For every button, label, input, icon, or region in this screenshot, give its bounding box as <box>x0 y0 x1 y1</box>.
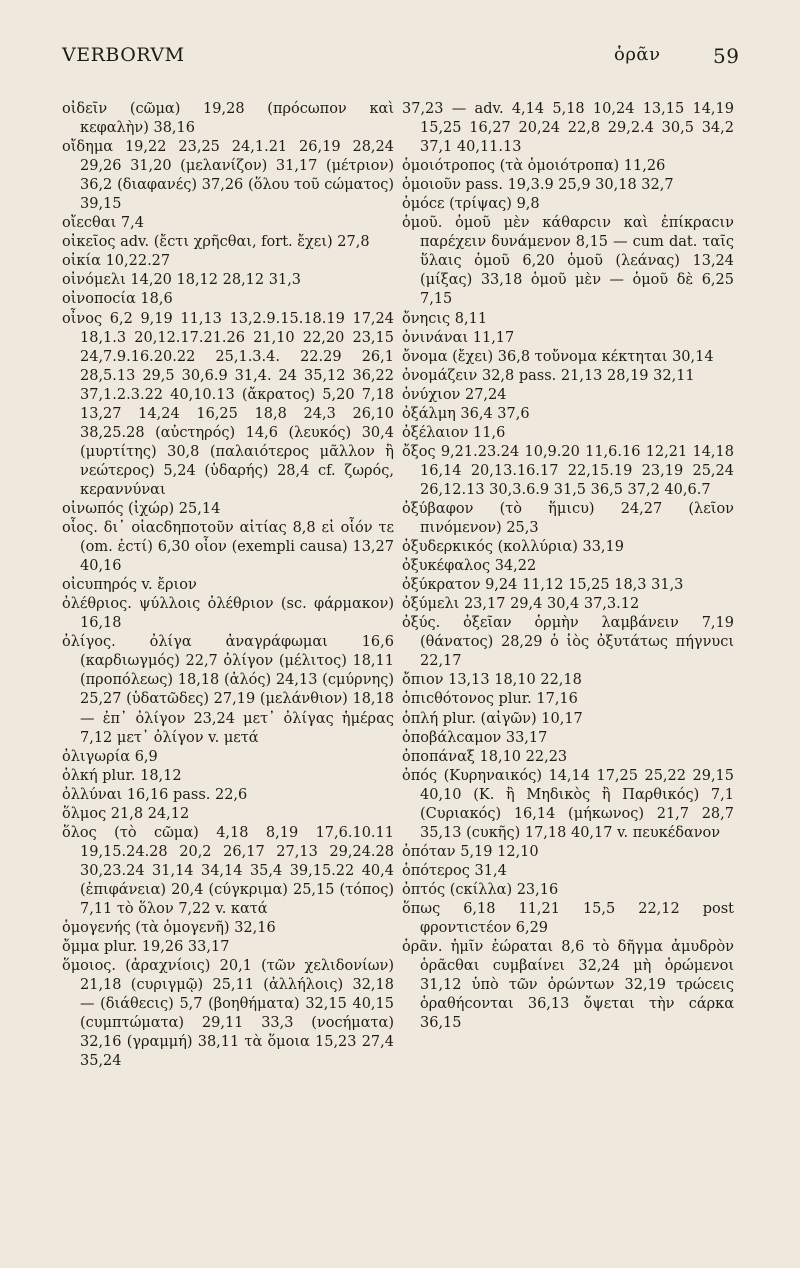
index-entry: ὀξυδερκικός (κολλύρια) 33,19 <box>402 539 624 556</box>
index-entry: οἰcυπηρός v. ἔριον <box>62 577 197 594</box>
index-entry: ὁμοιοῦν pass. 19,3.9 25,9 30,18 32,7 <box>402 177 674 194</box>
index-entry: ὀξύβαφον (τὸ ἥμιcυ) 24,27 (λεῖον πινόμενον) 25,3 <box>402 500 734 537</box>
index-entry: ὀνύχιον 27,24 <box>402 386 507 403</box>
index-entry: ὀπτός (cκίλλα) 23,16 <box>402 881 559 898</box>
index-entry: οἷος. δι᾿ οἱαcδηποτοῦν αἰτίας 8,8 εἰ οἷόν τε (om. ἐcτί) 6,30 οἷον (exempli causa) 13,27 40,16 <box>62 520 394 575</box>
index-entry: ὀποβάλcαμον 33,17 <box>402 729 548 746</box>
index-entry: ὁμοῦ. ὁμοῦ μὲν κάθαρcιν καὶ ἐπίκραcιν παρέχειν δυνάμενον 8,15 — cum dat. ταῖς ὕλαις ὁμοῦ 6,20 ὁμοῦ (λεάνας) 13,24 (μίξας) 33,18 ὁμοῦ μὲν — ὁμοῦ δὲ 6,25 7,15 <box>402 215 734 308</box>
index-entry: ὀξύς. ὀξεῖαν ὁρμὴν λαμβάνειν 7,19 (θάνατος) 28,29 ὁ ἰὸς ὀξυτάτως πήγνυcι 22,17 <box>402 615 734 670</box>
index-entry: ὄπιον 13,13 18,10 22,18 <box>402 672 582 689</box>
index-entry: ὀπός (Κυρηναικός) 14,14 17,25 25,22 29,15 40,10 (Κ. ἢ Μηδικὸς ἢ Παρθικός) 7,1 (Cυριακός) 16,14 (μήκωνος) 21,7 28,7 35,13 (cυκῆς) 17,18 40,17 v. πευκέδανον <box>402 767 734 841</box>
index-entry: ὀξύμελι 23,17 29,4 30,4 37,3.12 <box>402 596 640 613</box>
index-entry: ὄξος 9,21.23.24 10,9.20 11,6.16 12,21 14,18 16,14 20,13.16.17 22,15.19 23,19 25,24 26,12.13 30,3.6.9 31,5 36,5 37,2 40,6.7 <box>402 443 734 498</box>
index-entry: οἴδημα 19,22 23,25 24,1.21 26,19 28,24 29,26 31,20 (μελανίζον) 31,17 (μέτριον) 36,2 (διαφανές) 37,26 (ὅλου τοῦ cώματος) 39,15 <box>62 139 394 213</box>
index-entry: ὅλμος 21,8 24,12 <box>62 805 190 822</box>
index-entry: ὅλος (τὸ cῶμα) 4,18 8,19 17,6.10.11 19,15.24.28 20,2 26,17 27,13 29,24.28 30,23.24 31,14 34,14 35,4 39,15.22 40,4 (ἐπιφάνεια) 20,4 (cύγκριμα) 25,15 (τόπος) 7,11 τὸ ὅλον 7,22 v. κατά <box>62 824 394 917</box>
index-entry: οἰκεῖος adv. (ἔcτι χρῆcθαι, fort. ἔχει) 27,8 <box>62 234 370 251</box>
index-entry: ὀνομάζειν 32,8 pass. 21,13 28,19 32,11 <box>402 367 695 384</box>
index-entry: οἰνοποcία 18,6 <box>62 291 173 308</box>
index-entry: ὀξυκέφαλος 34,22 <box>402 558 537 575</box>
index-entry: ὁπότερος 31,4 <box>402 862 507 879</box>
index-entry: οἶνος 6,2 9,19 11,13 13,2.9.15.18.19 17,24 18,1.3 20,12.17.21.26 21,10 22,20 23,15 24,7.9.16.20.22 25,1.3.4. 22.29 26,1 28,5.13 29,5 30,6.9 31,4. 24 35,12 36,22 37,1.2.3.22 40,10.13 (ἄκρατος) 5,20 7,18 13,27 14,24 16,25 18,8 24,3 26,10 38,25.28 (αὐcτηρός) 14,6 (λευκός) 30,4 (μυρτίτης) 30,8 (παλαιότερος μᾶλλον ἢ νεώτερος) 5,24 (ὑδαρής) 28,4 cf. ζωρός, κεραννύναι <box>62 310 394 498</box>
index-entry: ὄνηcις 8,11 <box>402 310 488 327</box>
index-entry: ὁπόταν 5,19 12,10 <box>402 843 539 860</box>
left-column <box>62 100 394 1071</box>
index-entry: ὁρᾶν. ἡμῖν ἑώραται 8,6 τὸ δῆγμα ἀμυδρὸν ὁρᾶcθαι cυμβαίνει 32,24 μὴ ὁρώμενοι 31,12 ὑπὸ τῶν ὁρώντων 32,19 τρώcεις ὁραθήcονται 36,13 ὄψεται τὴν cάρκα 36,15 <box>402 939 734 1032</box>
running-head-left: VERBORVM <box>62 44 185 66</box>
index-entry: ὀπιcθότονος plur. 17,16 <box>402 691 578 708</box>
running-head-center: ὁρᾶν <box>614 44 661 65</box>
index-entry: ὁλκή plur. 18,12 <box>62 767 182 784</box>
index-entry: ὀλίγος. ὀλίγα ἀναγράφωμαι 16,6 (καρδιωγμός) 22,7 ὀλίγον (μέλιτος) 18,11 (προπόλεως) 18,18 (ἁλός) 24,13 (cμύρνης) 25,27 (ὑδατῶδες) 27,19 (μελάνθιον) 18,18 — ἐπ᾿ ὀλίγον 23,24 μετ᾿ ὀλίγας ἡμέρας 7,12 μετ᾿ ὀλίγον v. μετά <box>62 634 394 746</box>
index-entry: ὀλιγωρία 6,9 <box>62 748 158 765</box>
index-entry: οἴεcθαι 7,4 <box>62 215 144 232</box>
index-entry: ὁμοιότροπος (τὰ ὁμοιότροπα) 11,26 <box>402 158 666 175</box>
right-column <box>402 100 734 1033</box>
index-entry: ὅμοιος. (ἀραχνίοις) 20,1 (τῶν χελιδονίων) 21,18 (cυριγμῷ) 25,11 (ἀλλήλοις) 32,18 — (διάθεcις) 5,7 (βοηθήματα) 32,15 40,15 (cυμπτώματα) 29,11 33,3 (νοcήματα) 32,16 (γραμμή) 38,11 τὰ ὅμοια 15,23 27,4 35,24 <box>62 958 394 1070</box>
index-entry: ὀξάλμη 36,4 37,6 <box>402 405 530 422</box>
index-entry: οἰκία 10,22.27 <box>62 253 171 270</box>
index-entry: ὀποπάναξ 18,10 22,23 <box>402 748 568 765</box>
index-entry: ὁμόcε (τρίψας) 9,8 <box>402 196 540 213</box>
index-entry: 37,23 — adv. 4,14 5,18 10,24 13,15 14,19 15,25 16,27 20,24 22,8 29,2.4 30,5 34,2 37,1 40,11.13 <box>402 101 734 156</box>
index-entry: ὀνινάναι 11,17 <box>402 329 515 346</box>
index-entry: ὁμογενής (τὰ ὁμογενῆ) 32,16 <box>62 920 276 937</box>
index-entry: ὀλέθριος. ψύλλοις ὀλέθριον (sc. φάρμακον) 16,18 <box>62 596 394 632</box>
index-entry: ὅπως 6,18 11,21 15,5 22,12 post φροντιcτέον 6,29 <box>402 900 734 937</box>
index-entry: ὀλλύναι 16,16 pass. 22,6 <box>62 786 248 803</box>
index-entry: ὄνομα (ἔχει) 36,8 τοὔνομα κέκτηται 30,14 <box>402 348 714 365</box>
index-entry: ὀξέλαιον 11,6 <box>402 424 506 441</box>
page-number: 59 <box>713 44 740 68</box>
index-entry: οἰδεῖν (cῶμα) 19,28 (πρόcωπον καὶ κεφαλὴν) 38,16 <box>62 101 394 137</box>
index-entry: ὄμμα plur. 19,26 33,17 <box>62 939 230 956</box>
index-entry: οἰνόμελι 14,20 18,12 28,12 31,3 <box>62 272 302 289</box>
index-entry: οἰνωπός (ἰχώρ) 25,14 <box>62 500 221 517</box>
index-entry: ὁπλή plur. (αἰγῶν) 10,17 <box>402 710 583 727</box>
index-entry: ὀξύκρατον 9,24 11,12 15,25 18,3 31,3 <box>402 577 684 594</box>
